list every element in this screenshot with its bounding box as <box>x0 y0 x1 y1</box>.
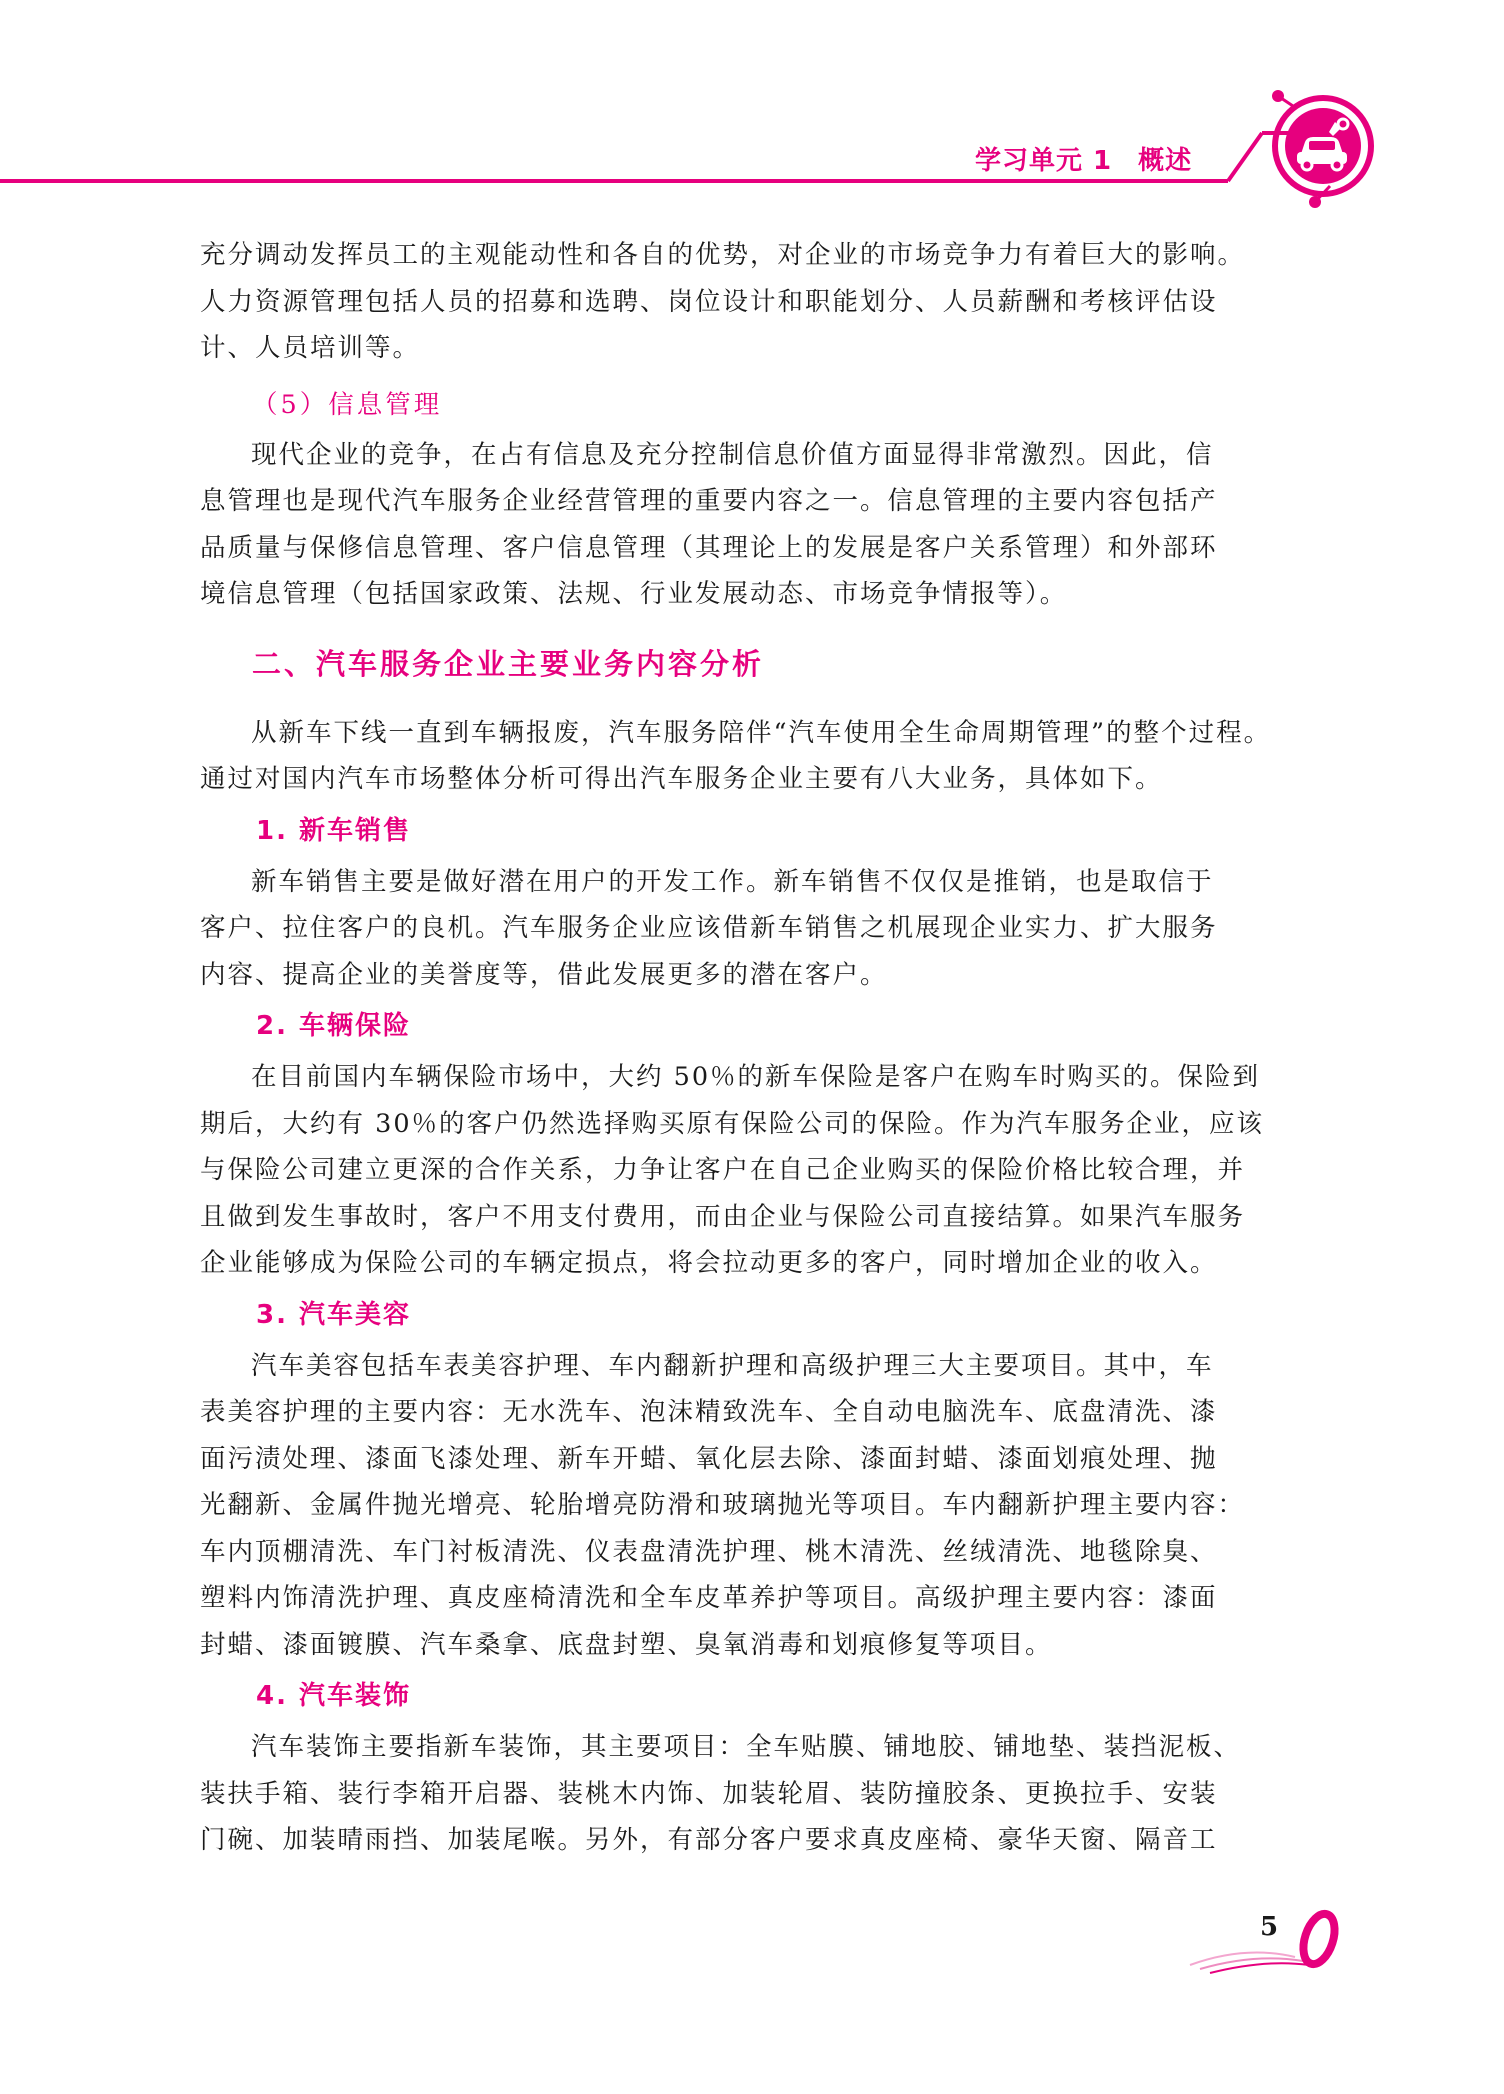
text-line: 在目前国内车辆保险市场中，大约 50％的新车保险是客户在购车时购买的。保险到 <box>251 1062 1261 1092</box>
page-number: 5 <box>1260 1912 1279 1942</box>
paragraph-hr-continued <box>200 232 1303 372</box>
text-line: 塑料内饰清洗护理、真皮座椅清洗和全车皮革养护等项目。高级护理主要内容：漆面 <box>200 1583 1218 1613</box>
text-line: 与保险公司建立更深的合作关系，力争让客户在自己企业购买的保险价格比较合理，并 <box>200 1155 1246 1185</box>
text-line: 表美容护理的主要内容：无水洗车、泡沫精致洗车、全自动电脑洗车、底盘清洗、漆 <box>200 1397 1218 1427</box>
text-line: 新车销售主要是做好潜在用户的开发工作。新车销售不仅仅是推销，也是取信于 <box>251 866 1214 897</box>
text-line: 从新车下线一直到车辆报废，汽车服务陪伴“汽车使用全生命周期管理”的整个过程。 <box>251 717 1272 748</box>
text-line: 通过对国内汽车市场整体分析可得出汽车服务企业主要有八大业务，具体如下。 <box>200 764 1163 794</box>
text-line: 品质量与保修信息管理、客户信息管理（其理论上的发展是客户关系管理）和外部环 <box>200 532 1218 563</box>
text-line: 息管理也是现代汽车服务企业经营管理的重要内容之一。信息管理的主要内容包括产 <box>200 486 1218 516</box>
header-decoration <box>0 0 1504 220</box>
text-line: 充分调动发挥员工的主观能动性和各自的优势，对企业的市场竞争力有着巨大的影响。 <box>200 240 1246 270</box>
text-line: 汽车美容包括车表美容护理、车内翻新护理和高级护理三大主要项目。其中，车 <box>251 1350 1214 1381</box>
text-line: 企业能够成为保险公司的车辆定损点，将会拉动更多的客户，同时增加企业的收入。 <box>200 1248 1218 1278</box>
page-content <box>200 232 1303 1864</box>
text-line: 内容、提高企业的美誉度等，借此发展更多的潜在客户。 <box>200 959 888 990</box>
text-line: 现代企业的竞争，在占有信息及充分控制信息价值方面显得非常激烈。因此，信 <box>251 439 1214 470</box>
text-line: 期后，大约有 30％的客户仍然选择购买原有保险公司的保险。作为汽车服务企业，应该 <box>200 1108 1265 1139</box>
heading-car-beauty: 3. 汽车美容 <box>256 1299 412 1330</box>
subheading-info-management: （5）信息管理 <box>252 389 443 420</box>
text-line: 门碗、加装晴雨挡、加装尾喉。另外，有部分客户要求真皮座椅、豪华天窗、隔音工 <box>200 1825 1218 1855</box>
paragraph-intro <box>200 710 1303 803</box>
text-line: 面污渍处理、漆面飞漆处理、新车开蜡、氧化层去除、漆面封蜡、漆面划痕处理、抛 <box>200 1443 1218 1474</box>
text-line: 光翻新、金属件抛光增亮、轮胎增亮防滑和玻璃抛光等项目。车内翻新护理主要内容： <box>200 1490 1246 1520</box>
text-line: 车内顶棚清洗、车门衬板清洗、仪表盘清洗护理、桃木清洗、丝绒清洗、地毯除臭、 <box>200 1536 1218 1567</box>
heading-vehicle-insurance: 2. 车辆保险 <box>256 1011 412 1041</box>
header-section-label: 概述 <box>1138 146 1193 176</box>
paragraph-vehicle-insurance <box>200 1054 1303 1287</box>
paragraph-new-car-sales <box>200 859 1303 999</box>
text-line: 封蜡、漆面镀膜、汽车桑拿、底盘封塑、臭氧消毒和划痕修复等项目。 <box>200 1629 1053 1660</box>
text-line: 且做到发生事故时，客户不用支付费用，而由企业与保险公司直接结算。如果汽车服务 <box>200 1201 1246 1232</box>
header-title <box>975 140 1192 177</box>
heading-new-car-sales: 1. 新车销售 <box>256 815 412 846</box>
text-line: 人力资源管理包括人员的招募和选聘、岗位设计和职能划分、人员薪酬和考核评估设 <box>200 286 1218 317</box>
car-wrench-icon <box>1291 116 1355 176</box>
paragraph-car-decoration <box>200 1724 1303 1864</box>
text-line: 汽车装饰主要指新车装饰，其主要项目：全车贴膜、铺地胶、铺地垫、装挡泥板、 <box>251 1732 1242 1762</box>
section-heading: 二、汽车服务企业主要业务内容分析 <box>252 646 765 681</box>
paragraph-info-management <box>200 432 1303 618</box>
text-line: 境信息管理（包括国家政策、法规、行业发展动态、市场竞争情报等）。 <box>200 579 1068 609</box>
heading-car-decoration: 4. 汽车装饰 <box>256 1681 412 1711</box>
paragraph-car-beauty <box>200 1343 1303 1669</box>
text-line: 计、人员培训等。 <box>200 333 421 363</box>
text-line: 客户、拉住客户的良机。汽车服务企业应该借新车销售之机展现企业实力、扩大服务 <box>200 913 1218 943</box>
page-header <box>0 0 1504 220</box>
text-line: 装扶手箱、装行李箱开启器、装桃木内饰、加装轮眉、装防撞胶条、更换拉手、安装 <box>200 1778 1218 1809</box>
header-unit-label: 学习单元 1 <box>975 146 1113 176</box>
